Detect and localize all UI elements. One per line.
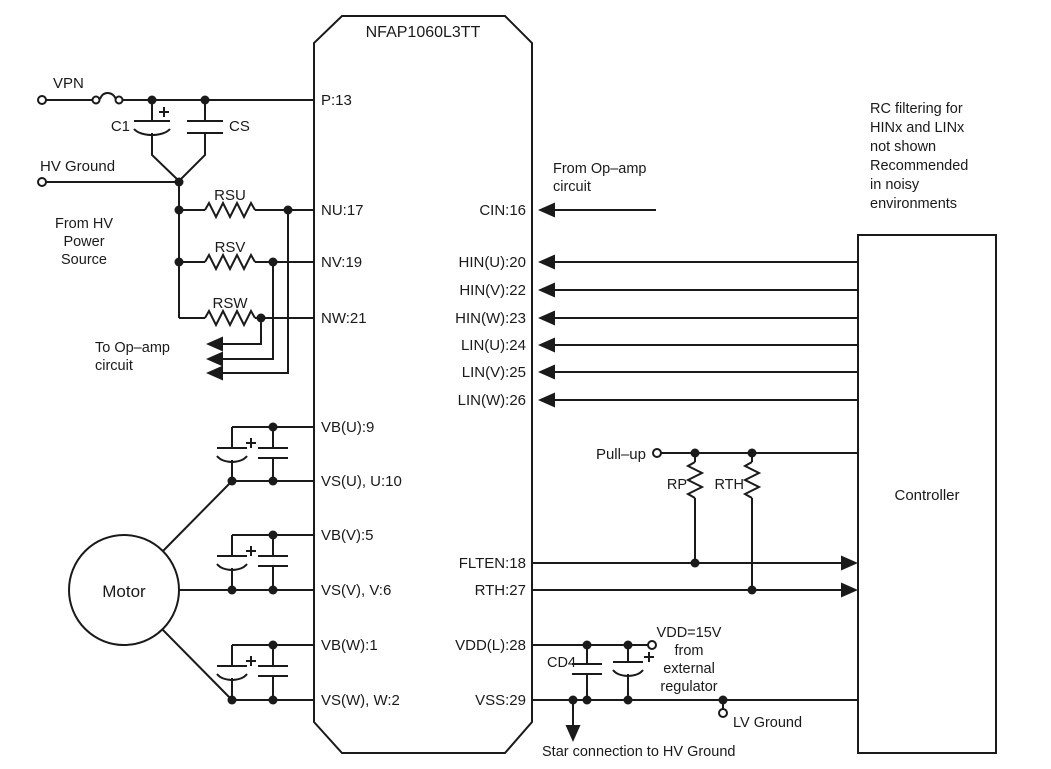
pin-label-vss29: VSS:29	[475, 692, 526, 709]
pin-label-vbu9: VB(U):9	[321, 419, 375, 436]
controller-block	[858, 235, 996, 753]
note-to-opamp-2: circuit	[95, 358, 133, 374]
pin-label-p13: P:13	[321, 92, 352, 109]
junction-dot	[269, 477, 278, 486]
pin-label-cin16: CIN:16	[479, 202, 526, 219]
pin-label-linv25: LIN(V):25	[461, 364, 526, 381]
junction-dot	[583, 696, 592, 705]
note-vdd-2: from	[674, 643, 704, 659]
pin-label-flten18: FLTEN:18	[458, 555, 526, 572]
pin-label-linw26: LIN(W):26	[457, 392, 526, 409]
pullup-terminal	[653, 449, 661, 457]
note-vdd-1: VDD=15V	[656, 625, 722, 641]
controller-label: Controller	[894, 487, 960, 504]
lv-ground-terminal	[719, 709, 727, 717]
pin-label-nv19: NV:19	[321, 254, 363, 271]
junction-dot	[228, 586, 237, 595]
pin-label-hinu20: HIN(U):20	[458, 254, 526, 271]
rsw-label: RSW	[212, 295, 248, 312]
note-rc-3: not shown	[870, 139, 937, 155]
chip-nfap1060l3tt	[314, 16, 532, 753]
pin-label-nu17: NU:17	[321, 202, 364, 219]
note-from-opamp-2: circuit	[553, 179, 591, 195]
junction-dot	[228, 696, 237, 705]
pin-label-nw21: NW:21	[321, 310, 367, 327]
note-from-hv-2: Power	[63, 234, 105, 250]
junction-dot	[624, 696, 633, 705]
note-vdd-4: regulator	[660, 679, 718, 695]
vdd-terminal	[648, 641, 656, 649]
lv-ground-label: LV Ground	[733, 715, 803, 731]
cd4-label: CD4	[546, 655, 576, 671]
rsv-label: RSV	[214, 239, 246, 256]
pin-label-hinv22: HIN(V):22	[459, 282, 526, 299]
pin-label-vsw2: VS(W), W:2	[321, 692, 400, 709]
note-rc-2: HINx and LINx	[870, 120, 965, 136]
note-rc-1: RC filtering for	[870, 101, 963, 117]
note-rc-4: Recommended	[870, 158, 969, 174]
note-from-opamp-1: From Op–amp	[553, 161, 647, 177]
pin-label-hinw23: HIN(W):23	[455, 310, 526, 327]
hv-ground-label: HV Ground	[40, 158, 116, 175]
rp-label: RP	[666, 477, 687, 493]
rsu-label: RSU	[214, 187, 246, 204]
note-from-hv-1: From HV	[55, 216, 113, 232]
pin-label-vbw1: VB(W):1	[321, 637, 378, 654]
pin-label-vddl28: VDD(L):28	[455, 637, 526, 654]
pin-label-vsv6: VS(V), V:6	[321, 582, 392, 599]
note-vdd-3: external	[663, 661, 715, 677]
hv-ground-terminal	[38, 178, 46, 186]
pin-label-linu24: LIN(U):24	[460, 337, 526, 354]
motor-label: Motor	[102, 582, 146, 601]
vpn-label: VPN	[53, 75, 84, 92]
chip-title: NFAP1060L3TT	[365, 24, 481, 41]
pin-label-vsu10: VS(U), U:10	[321, 473, 402, 490]
vpn-terminal	[38, 96, 46, 104]
junction-dot	[269, 586, 278, 595]
fuse-contact-right	[116, 97, 123, 104]
fuse-contact-left	[93, 97, 100, 104]
junction-dot	[269, 696, 278, 705]
c1-label: C1	[110, 118, 130, 135]
rth-label: RTH	[714, 477, 744, 493]
pin-label-vbv5: VB(V):5	[321, 527, 374, 544]
cs-label: CS	[229, 118, 250, 135]
note-to-opamp-1: To Op–amp	[95, 340, 170, 356]
pullup-label: Pull–up	[595, 446, 646, 463]
pin-label-rth27: RTH:27	[474, 582, 526, 599]
note-rc-5: in noisy	[870, 177, 920, 193]
note-rc-6: environments	[870, 196, 958, 212]
junction-dot	[228, 477, 237, 486]
note-from-hv-3: Source	[61, 252, 107, 268]
star-note: Star connection to HV Ground	[542, 744, 736, 760]
